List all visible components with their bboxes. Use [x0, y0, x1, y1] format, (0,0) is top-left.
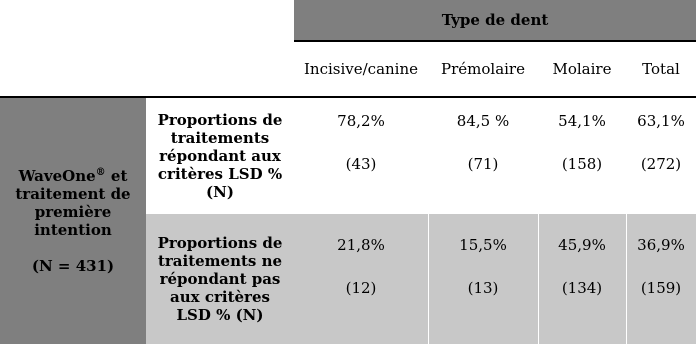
cell-count: (134): [561, 279, 603, 297]
cell-count: (43): [345, 155, 377, 173]
table-cell: [428, 214, 538, 344]
table-cell: [538, 98, 626, 214]
cell-percent: 45,9%: [558, 236, 606, 254]
group-label-n: (N = 431): [31, 257, 115, 275]
cell-count: (159): [640, 279, 682, 297]
cell-percent: 63,1%: [637, 112, 685, 130]
cell-percent: 21,8%: [337, 236, 385, 254]
group-label-waveone: [0, 98, 146, 344]
cell-count: (13): [467, 279, 499, 297]
column-header-molaire: Molaire: [538, 42, 626, 96]
cell-count: (71): [467, 155, 499, 173]
cell-percent: 78,2%: [337, 112, 385, 130]
table-cell: [294, 214, 428, 344]
cell-count: (158): [561, 155, 603, 173]
column-divider: [626, 214, 627, 344]
table-cell: [626, 214, 696, 344]
column-divider: [428, 214, 429, 344]
header-group-type-de-dent: [294, 0, 696, 40]
cell-count: (12): [345, 279, 377, 297]
cell-count: (272): [640, 155, 682, 173]
column-header-total: Total: [626, 42, 696, 96]
cell-percent: 15,5%: [459, 236, 507, 254]
group-label-text: WaveOne® et traitement de première intention: [15, 167, 131, 239]
column-header-premolaire: Prémolaire: [428, 42, 538, 96]
table-cell: [294, 98, 428, 214]
table-cell: [428, 98, 538, 214]
cell-percent: 36,9%: [637, 236, 685, 254]
header-group-label: Type de dent: [441, 11, 549, 29]
column-header-incisive-canine: Incisive/canine: [294, 42, 428, 96]
column-divider: [538, 214, 539, 344]
table-cell: [626, 98, 696, 214]
cell-percent: 54,1%: [558, 112, 606, 130]
cell-percent: 84,5 %: [456, 112, 510, 130]
row-label-non-repondant: Proportions de traitements ne répondant pas aux critères LSD % (N): [146, 214, 294, 344]
row-label-repondant: Proportions de traitements répondant aux critères LSD % (N): [146, 98, 294, 214]
table-cell: [538, 214, 626, 344]
